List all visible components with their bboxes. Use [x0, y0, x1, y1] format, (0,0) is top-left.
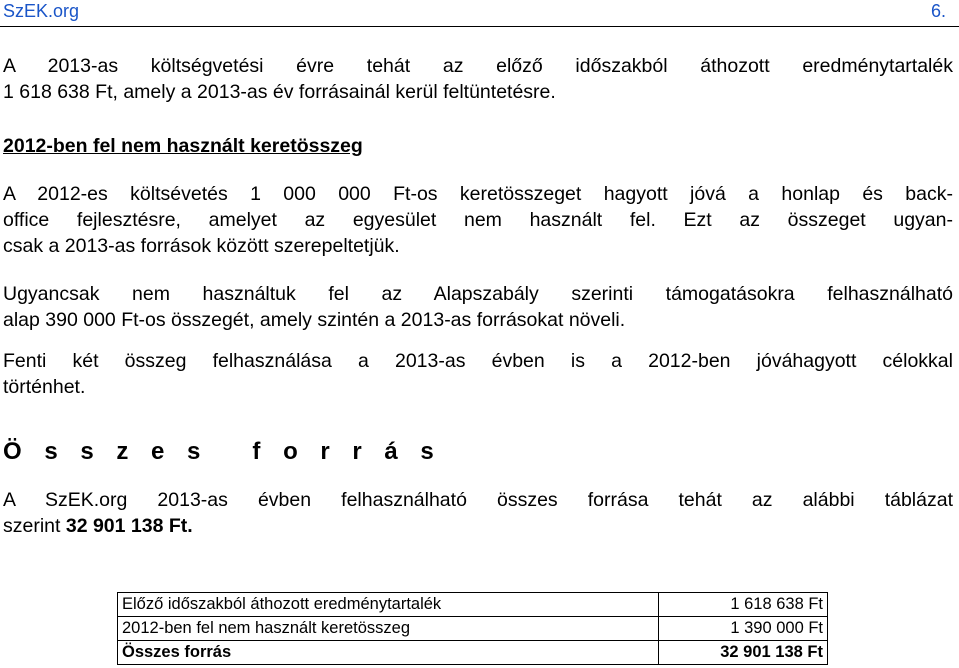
page-header	[0, 0, 959, 27]
unused-p1-line-1: A 2012-es költsévetés 1 000 000 Ft-os keretösszeget hagyott jóvá a honlap és back-	[3, 183, 953, 205]
intro-line-2: 1 618 638 Ft, amely a 2013-as év forrásainál kerül feltüntetésre.	[3, 81, 556, 103]
intro-line-1: A 2013-as költségvetési évre tehát az előző időszakból áthozott eredménytartalék	[3, 55, 953, 77]
header-site-name: SzEK.org	[3, 1, 80, 21]
row-amount: 1 390 000 Ft	[659, 617, 828, 641]
total-row-amount: 32 901 138 Ft	[659, 641, 828, 665]
section-heading-total: Ö s s z e s f o r r á s	[3, 438, 442, 465]
row-label: 2012-ben fel nem használt keretösszeg	[118, 617, 659, 641]
total-amount: 32 901 138 Ft.	[65, 515, 193, 537]
unused-p3-line-1: Fenti két összeg felhasználása a 2013-as évben is a 2012-ben jóváhagyott célokkal	[3, 350, 953, 372]
table-total-row	[118, 641, 828, 665]
table-row	[118, 617, 828, 641]
unused-p2-line-2: alap 390 000 Ft-os összegét, amely szintén a 2013-as forrásokat növeli.	[3, 309, 626, 331]
total-line-2	[3, 513, 953, 539]
total-line-1: A SzEK.org 2013-as évben felhasználható összes forrása tehát az alábbi táblázat	[3, 489, 953, 511]
unused-p1-line-3: csak a 2013-as források között szerepeltetjük.	[3, 235, 400, 257]
unused-paragraph-3	[3, 348, 953, 400]
header-page-number: 6.	[930, 1, 946, 21]
unused-p3-line-2: történhet.	[3, 376, 86, 398]
table-row	[118, 593, 828, 617]
row-amount: 1 618 638 Ft	[659, 593, 828, 617]
total-paragraph	[3, 487, 953, 539]
unused-paragraph-1	[3, 181, 953, 259]
sources-table	[117, 592, 828, 665]
unused-p1-line-2: office fejlesztésre, amelyet az egyesület nem használt fel. Ezt az összeget ugyan-	[3, 209, 953, 231]
unused-paragraph-2	[3, 281, 953, 333]
unused-p2-line-1: Ugyancsak nem használtuk fel az Alapszabály szerinti támogatásokra felhasználható	[3, 283, 953, 305]
row-label: Előző időszakból áthozott eredménytartalék	[118, 593, 659, 617]
section-heading-unused: 2012-ben fel nem használt keretösszeg	[3, 135, 363, 157]
intro-paragraph	[3, 53, 953, 105]
total-line-2-prefix: szerint	[3, 515, 66, 537]
total-label: Összes forrás	[118, 641, 659, 665]
